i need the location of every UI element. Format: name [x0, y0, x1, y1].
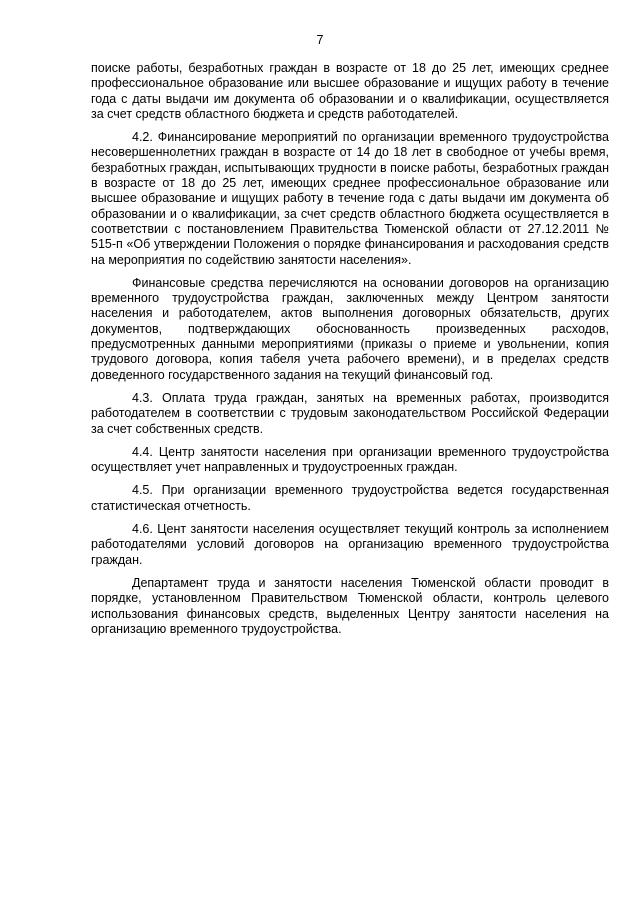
paragraph-clause-4-5: 4.5. При организации временного трудоустройства ведется государственная статистическая отчетность.	[91, 483, 609, 513]
paragraph-clause-4-3: 4.3. Оплата труда граждан, занятых на временных работах, производится работодателем в соответствии с трудовым законодательством Российской Федерации за счет собственных средств.	[91, 390, 609, 436]
paragraph-funds-transfer: Финансовые средства перечисляются на основании договоров на организацию временного трудоустройства граждан, заключенных между Центром занятости населения и работодателем, актов выполнения договорных обязательств, других документов, подтверждающих обоснованность произведенных расходов, предусмотренных данными мероприятиями (приказы о приеме и увольнении, копия трудового договора, копия табеля учета рабочего времени), и в пределах средств доведенного государственного задания на текущий финансовый год.	[91, 275, 609, 382]
document-body	[91, 61, 609, 645]
paragraph-clause-4-4: 4.4. Центр занятости населения при организации временного трудоустройства осуществляет учет направленных и трудоустроенных граждан.	[91, 444, 609, 475]
paragraph-clause-4-6: 4.6. Цент занятости населения осуществляет текущий контроль за исполнением работодателями условий договоров на организацию временного трудоустройства граждан.	[91, 522, 609, 567]
paragraph-continuation: поиске работы, безработных граждан в возрасте от 18 до 25 лет, имеющих среднее профессиональное образование или высшее образование и ищущих работу в течение года с даты выдачи им документа об образовании и о квалификации, осуществляется за счет средств областного бюджета и средств работодателей.	[91, 61, 609, 121]
paragraph-department-control: Департамент труда и занятости населения Тюменской области проводит в порядке, установленном Правительством Тюменской области, контроль целевого использования финансовых средств, выделенных Центру занятости населения на организацию временного трудоустройства.	[91, 575, 609, 636]
page-number: 7	[316, 33, 324, 47]
paragraph-clause-4-2: 4.2. Финансирование мероприятий по организации временного трудоустройства несовершеннолетних граждан в возрасте от 14 до 18 лет в свободное от учебы время, безработных граждан, испытывающих трудности в поиске работы, безработных граждан в возрасте от 18 до 25 лет, имеющих среднее профессиональное образование или высшее образование и ищущих работу в течение года с даты выдачи им документа об образовании и о квалификации, за счет средств областного бюджета осуществляется в соответствии с постановлением Правительства Тюменской области от 27.12.2011 № 515-п «Об утверждении Положения о порядке финансирования и расходования средств на мероприятия по содействию занятости населения».	[91, 130, 609, 267]
